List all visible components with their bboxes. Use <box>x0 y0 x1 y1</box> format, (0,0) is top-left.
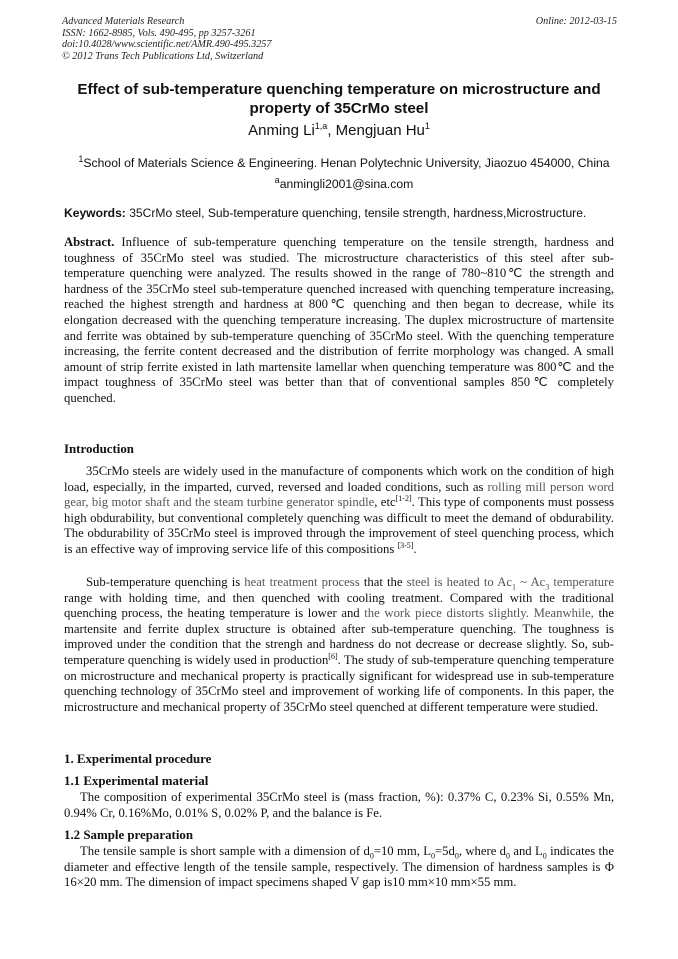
sample-text-d: , where d <box>458 844 506 858</box>
online-date: Online: 2012-03-15 <box>535 16 617 27</box>
email-text: anmingli2001@sina.com <box>279 177 414 191</box>
journal-header <box>62 16 617 62</box>
title-line-2: property of 35CrMo steel <box>249 100 429 117</box>
experimental-material-text: The composition of experimental 35CrMo steel is (mass fraction, %): 0.37% C, 0.23% Si, 0.55% Mn, 0.94% Cr, 0.16%Mo, 0.01% S, 0.02% P, and the balance is Fe. <box>64 790 614 820</box>
experimental-material-heading: 1.1 Experimental material <box>64 774 209 788</box>
sample-text-f: indicates the diameter and effective length of the tensile sample, respectively. The dimension of hardness samples is Φ 16×20 mm. The dimension of impact specimens shaped V gap is10 mm×10 mm×55 mm. <box>64 844 614 890</box>
author-2: Mengjuan Hu <box>335 122 425 139</box>
intro-p1-text-c: . This type of components must possess high obdurability, but conventional completely quenching was difficult to meet the demand of obdurability. The obdurability of 35CrMo steel is improved through the improvement of steel quenching process, which is an effective way of improving service life of this compositions <box>64 495 615 556</box>
intro-p2-highlight-1: heat treatment process <box>244 575 360 589</box>
experimental-heading: 1. Experimental procedure <box>64 752 212 766</box>
abstract-text: Influence of sub-temperature quenching temperature on the tensile strength, hardness and toughness of 35CrMo steel was studied. The microstructure characteristics of this steel after sub-temperature quenching were analyzed. The results showed in the range of 780~810℃ the strength and hardness of the 35CrMo steel sub-temperature quenched increased with quenching temperature increasing, reached the highest strength and hardness at 800℃ quenching and then began to decrease, while its elongation decreased with the quenching temperature increasing. The duplex microstructure of martensite and ferrite was obtained by sub-temperature quenching of 35CrMo steel. With the quenching temperature increasing, the ferrite content decreased and the distribution of ferrite morphology was changed. A small amount of strip ferrite existed in lath martensite lamellar when quenching temperature was 800℃ and the impact toughness of 35CrMo steel was better than that of conventional samples 850℃ completely quenched. <box>64 235 614 405</box>
email-marker: a <box>274 174 280 185</box>
sample-preparation-text <box>64 844 614 891</box>
intro-p2-text-c: range with holding time, and then quenched with cooling treatment. Compared with the traditional quenching process, the heating temperature is lower and <box>64 590 614 621</box>
intro-p1-highlight: rolling mill person word gear, big motor shaft and the steam turbine generator spindle <box>64 479 614 510</box>
keywords-label: Keywords: <box>64 206 126 220</box>
introduction-paragraph-2 <box>64 575 614 715</box>
keywords-text: 35CrMo steel, Sub-temperature quenching, tensile strength, hardness,Microstructure. <box>125 206 587 220</box>
affiliation-text: School of Materials Science & Engineering. Henan Polytechnic University, Jiaozuo 454000, China <box>83 156 610 170</box>
author-1-affil: 1,a <box>314 121 328 131</box>
intro-p2-highlight-3: ~ Ac <box>516 575 546 589</box>
citation-3-5: [3-5] <box>397 540 414 550</box>
journal-name: Advanced Materials Research <box>62 16 185 27</box>
abstract <box>64 235 614 407</box>
doi-line: doi:10.4028/www.scientific.net/AMR.490-495.3257 <box>62 39 272 51</box>
author-2-affil: 1 <box>424 121 430 131</box>
introduction-heading: Introduction <box>64 442 134 456</box>
sample-text-c: =5d <box>434 844 455 858</box>
author-1: Anming Li <box>248 122 315 139</box>
intro-p2-text-a: Sub-temperature quenching is <box>86 575 245 589</box>
ac3-subscript: 3 <box>545 582 550 592</box>
citation-1-2: [1-2] <box>395 493 412 503</box>
l0-subscript-2: 0 <box>542 851 547 861</box>
author-email <box>64 174 624 191</box>
sample-text-e: and L <box>510 844 543 858</box>
intro-p2-text-d: the martensite and ferrite duplex structure is obtained after sub-temperature quenching. The toughness is improved under the condition that the strengh and hardness do not decrease or decrease slightly. So, sub-temperature quenching is widely used in production <box>64 606 614 667</box>
keywords <box>64 206 624 220</box>
ac1-subscript: 1 <box>512 582 517 592</box>
abstract-label: Abstract. <box>64 235 115 249</box>
issn-line: ISSN: 1662-8985, Vols. 490-495, pp 3257-3261 <box>62 27 256 39</box>
d0-subscript-2: 0 <box>454 851 459 861</box>
intro-p2-highlight-4: temperature <box>549 575 614 589</box>
introduction-paragraph-1 <box>64 464 614 558</box>
copyright-line: © 2012 Trans Tech Publications Ltd, Switzerland <box>62 50 264 62</box>
affiliation-marker: 1 <box>78 153 84 164</box>
intro-p2-highlight-2: steel is heated to Ac <box>406 575 513 589</box>
author-separator: , <box>327 122 336 139</box>
d0-subscript-3: 0 <box>506 851 510 861</box>
intro-p2-text-e: . The study of sub-temperature quenching temperature on microstructure and mechanical property is practically significant for widespread use in sub-temperature quenching technology of 35CrMo steel and improvement of working life of components. In this paper, the microstructure and mechanical property of 35CrMo steel quenched at different temperature were studied. <box>64 652 614 714</box>
paper-title <box>40 80 638 118</box>
l0-subscript: 0 <box>430 851 435 861</box>
author-list <box>40 122 638 139</box>
intro-p2-text-b: that the <box>359 575 407 589</box>
sample-text-b: =10 mm, L <box>373 844 431 858</box>
title-line-1: Effect of sub-temperature quenching temperature on microstructure and <box>77 81 601 98</box>
intro-p2-highlight-5: the work piece distorts slightly. Meanwhile, <box>364 606 594 621</box>
citation-6: [6] <box>328 651 338 661</box>
d0-subscript: 0 <box>369 851 374 861</box>
intro-p1-text-b: , etc <box>374 495 396 510</box>
intro-p1-text-d: . <box>413 541 417 556</box>
intro-p1-text-a: 35CrMo steels are widely used in the manufacture of components which work on the condition of high load, especially, in the imparted, curved, reversed and loaded conditions, such as <box>64 464 614 494</box>
sample-text-a: The tensile sample is short sample with a dimension of d <box>80 844 370 858</box>
affiliation <box>64 153 624 170</box>
sample-preparation-heading: 1.2 Sample preparation <box>64 828 194 842</box>
